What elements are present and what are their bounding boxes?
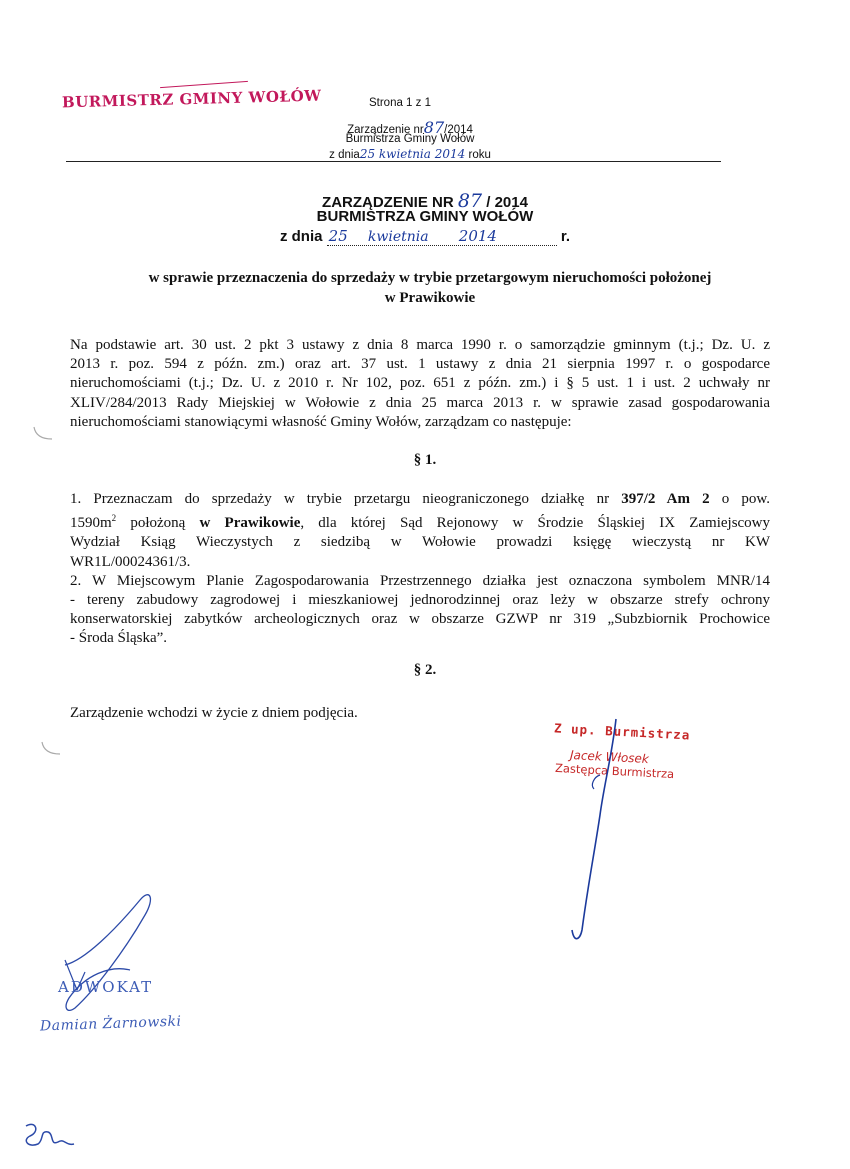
stamp-signer-title: Zastępca Burmistrza — [554, 760, 675, 782]
title-date-field: 25 kwietnia 2014 — [327, 227, 557, 246]
handwritten-initials — [20, 1118, 80, 1158]
section2-body: Zarządzenie wchodzi w życie z dniem podjęcia. — [70, 705, 358, 721]
location-name: w Prawikowie — [199, 515, 301, 532]
header-ref: Zarządzenie nr87/2014 — [347, 118, 473, 137]
stamp-signer-name: Jacek Włosek — [569, 747, 650, 767]
punch-mark-1 — [30, 425, 60, 445]
parcel-number: 397/2 Am 2 — [621, 491, 710, 507]
punch-mark-2 — [38, 740, 68, 760]
section1-heading: § 1. — [413, 452, 437, 468]
lawyer-stamp-name: Damian Żarnowski — [39, 1013, 182, 1035]
header-authority: Burmistrza Gminy Wołów — [345, 133, 475, 145]
handwritten-title-number: 87 — [457, 190, 483, 212]
title-date: z dnia 25 kwietnia 2014 r. — [279, 227, 571, 245]
handwritten-number: 87 — [423, 118, 445, 137]
section2-heading: § 2. — [413, 662, 437, 678]
header-divider — [66, 161, 721, 162]
handwritten-signature-lawyer — [55, 890, 195, 1020]
title-line1: ZARZĄDZENIE NR 87 / 2014 — [322, 190, 528, 212]
handwritten-date: 25 kwietnia 2014 — [359, 147, 466, 161]
page-info: Strona 1 z 1 — [368, 97, 431, 109]
stamp-burmistrz: BURMISTRZ GMINY WOŁÓW — [61, 86, 322, 112]
header-date: z dnia25 kwietnia 2014 roku — [329, 147, 491, 161]
stamp-top-stroke — [160, 81, 248, 88]
stamp-z-up-burmistrza: Z up. Burmistrza — [553, 720, 691, 743]
title-line2: BURMISTRZA GMINY WOŁÓW — [316, 208, 534, 225]
subject: w sprawie przeznaczenia do sprzedaży w trybie przetargowym nieruchomości położonej w Prawikowie — [148, 270, 712, 306]
preamble: Na podstawie art. 30 ust. 2 pkt 3 ustawy z dnia 8 marca 1990 r. o samorządzie gminnym (t.j.; Dz. U. z 2013 r. poz. 594 z późn. zm.) oraz art. 37 ust. 1 ustawy z dnia 21 sierpnia 1997 r. o gospodarce nieruchomościami (t.j.; Dz. U. z 2010 r. Nr 102, poz. 651 z późn. zm.) i § 5 ust. 1 i ust. 2 uchwały nr XLIV/284/2013 Rady Miejskiej w Wołowie z dnia 25 marca 2013 r. w sprawie zasad gospodarowania nieruchomościami stanowiącymi własność Gminy Wołów, zarządzam co następuje: — [70, 337, 770, 430]
handwritten-signature-deputy — [560, 715, 630, 945]
section1-body: 1. Przeznaczam do sprzedaży w trybie przetargu nieograniczonego działkę nr 397/2 Am 2 o pow. $1590m^2$ położoną w Prawikowie, dla której Sąd Rejonowy w Środzie Śląskiej IX Zamiejscowy Wydział Ksiąg Wieczystych z siedzibą w Wołowie prowadzi księgę wieczystą nr KW WR1L/00024361/3. 2. W Miejscowym Planie Zagospodarowania Przestrzennego działka jest oznaczona symbolem MNR/14 - tereny zabudowy zagrodowej i mieszkaniowej jednorodzinnej oraz leży w obszarze strefy ochrony konserwatorskiej zabytków archeologicznych oraz w obszarze GZWP nr 319 „Subzbiornik Prochowice - Środa Śląska”. — [70, 491, 771, 647]
lawyer-stamp-title: ADWOKAT — [58, 978, 154, 996]
